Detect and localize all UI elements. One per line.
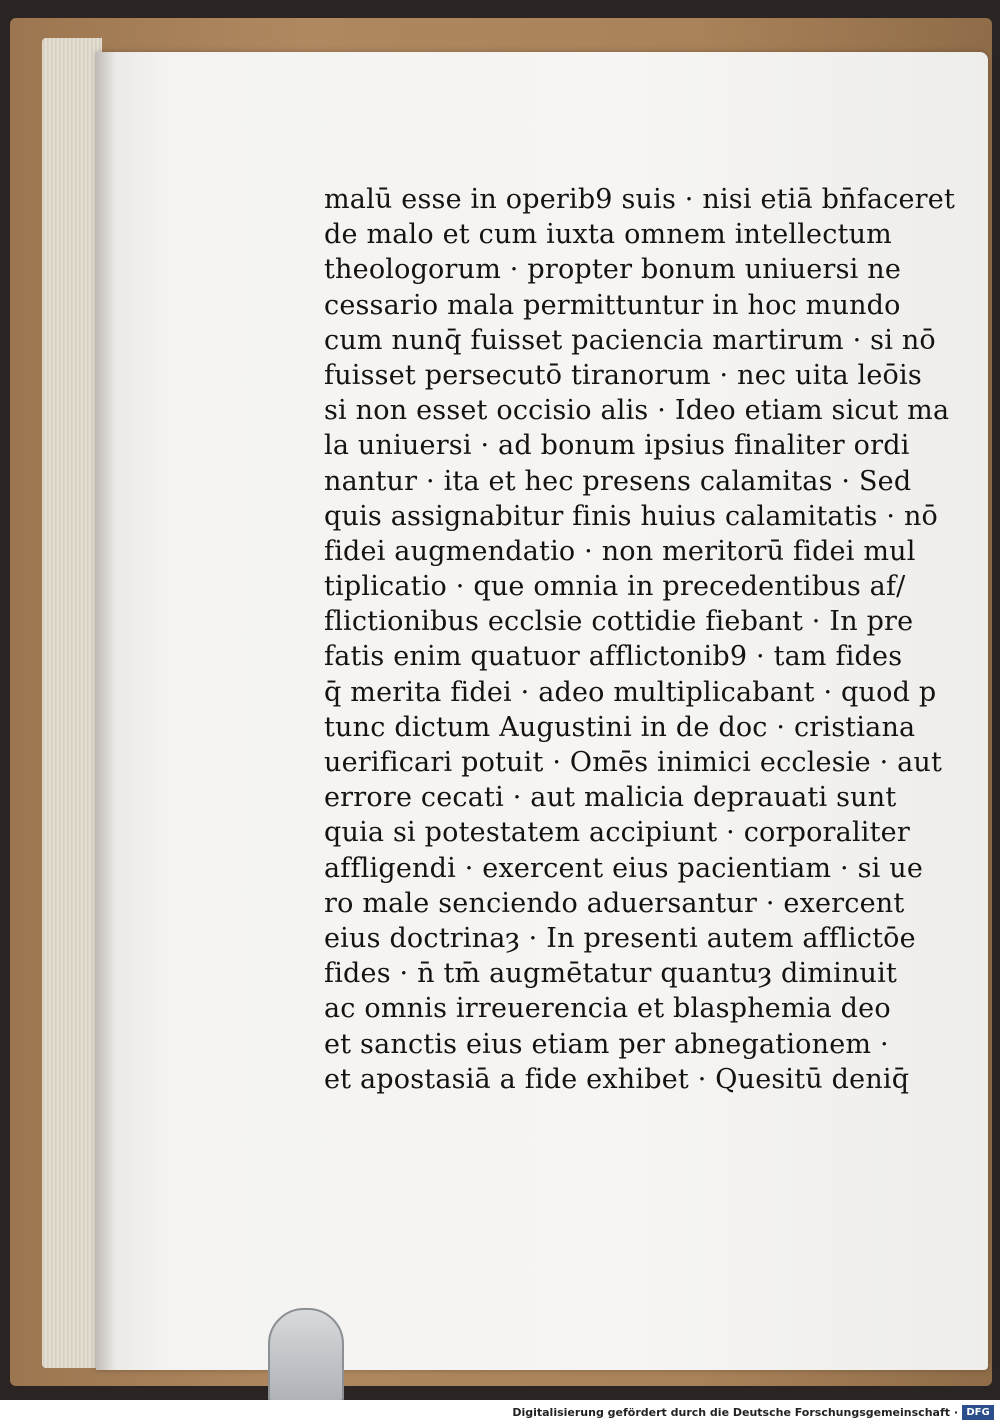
text-line: fatis enim quatuor afflictonib9 · tam fides (324, 641, 903, 673)
page-holder-clip (268, 1308, 344, 1404)
text-line: ro male senciendo aduersantur · exercent (324, 887, 905, 919)
text-line: quis assignabitur finis huius calamitatis · nō (324, 500, 939, 532)
printed-text-block (324, 182, 955, 1097)
text-line: nantur · ita et hec presens calamitas · Sed (324, 465, 912, 497)
text-line: uerificari potuit · Omēs inimici ecclesie · aut (324, 747, 943, 778)
text-line: la uniuersi · ad bonum ipsius finaliter ordi (324, 430, 910, 462)
text-line: eius doctrinaȝ · In presenti autem afflictōe (324, 922, 916, 954)
text-line: tiplicatio · que omnia in precedentibus af/ (324, 571, 906, 603)
text-line: et apostasiā a fide exhibet · Quesitū deniq̄ (324, 1063, 910, 1095)
text-line: flictionibus ecclsie cottidie fiebant · In pre (324, 606, 914, 638)
funding-credit: Digitalisierung gefördert durch die Deutsche Forschungsgemeinschaft · (512, 1406, 958, 1419)
text-line: cum nunq̄ fuisset paciencia martirum · si nō (324, 324, 936, 356)
text-line: ac omnis irreuerencia et blasphemia deo (324, 993, 891, 1025)
text-line: theologorum · propter bonum uniuersi ne (324, 254, 902, 286)
text-line: errore cecati · aut malicia deprauati sunt (324, 782, 897, 814)
page-edges (42, 38, 102, 1368)
text-line: et sanctis eius etiam per abnegationem · (324, 1028, 889, 1060)
text-line: q̄ merita fidei · adeo multiplicabant · quod p (324, 676, 937, 708)
text-line: tunc dictum Augustini in de doc · cristiana (324, 711, 916, 743)
text-line: fides · n̄ tm̄ augmētatur quantuȝ diminuit (324, 958, 898, 990)
text-line: fuisset persecutō tiranorum · nec uita leōis (324, 359, 922, 391)
text-line: affligendi · exercent eius pacientiam · si ue (324, 852, 924, 884)
text-line: malū esse in operib9 suis · nisi etiā bn̄faceret (324, 184, 955, 215)
text-line: fidei augmendatio · non meritorū fidei mul (324, 535, 916, 567)
text-line: quia si potestatem accipiunt · corporaliter (324, 817, 910, 849)
page-gutter-shadow (96, 52, 116, 1370)
text-line: si non esset occisio alis · Ideo etiam sicut ma (324, 395, 950, 427)
dfg-logo: DFG (962, 1405, 994, 1420)
text-line: cessario mala permittuntur in hoc mundo (324, 289, 901, 321)
footer-bar (0, 1400, 1000, 1426)
text-line: de malo et cum iuxta omnem intellectum (324, 219, 892, 251)
